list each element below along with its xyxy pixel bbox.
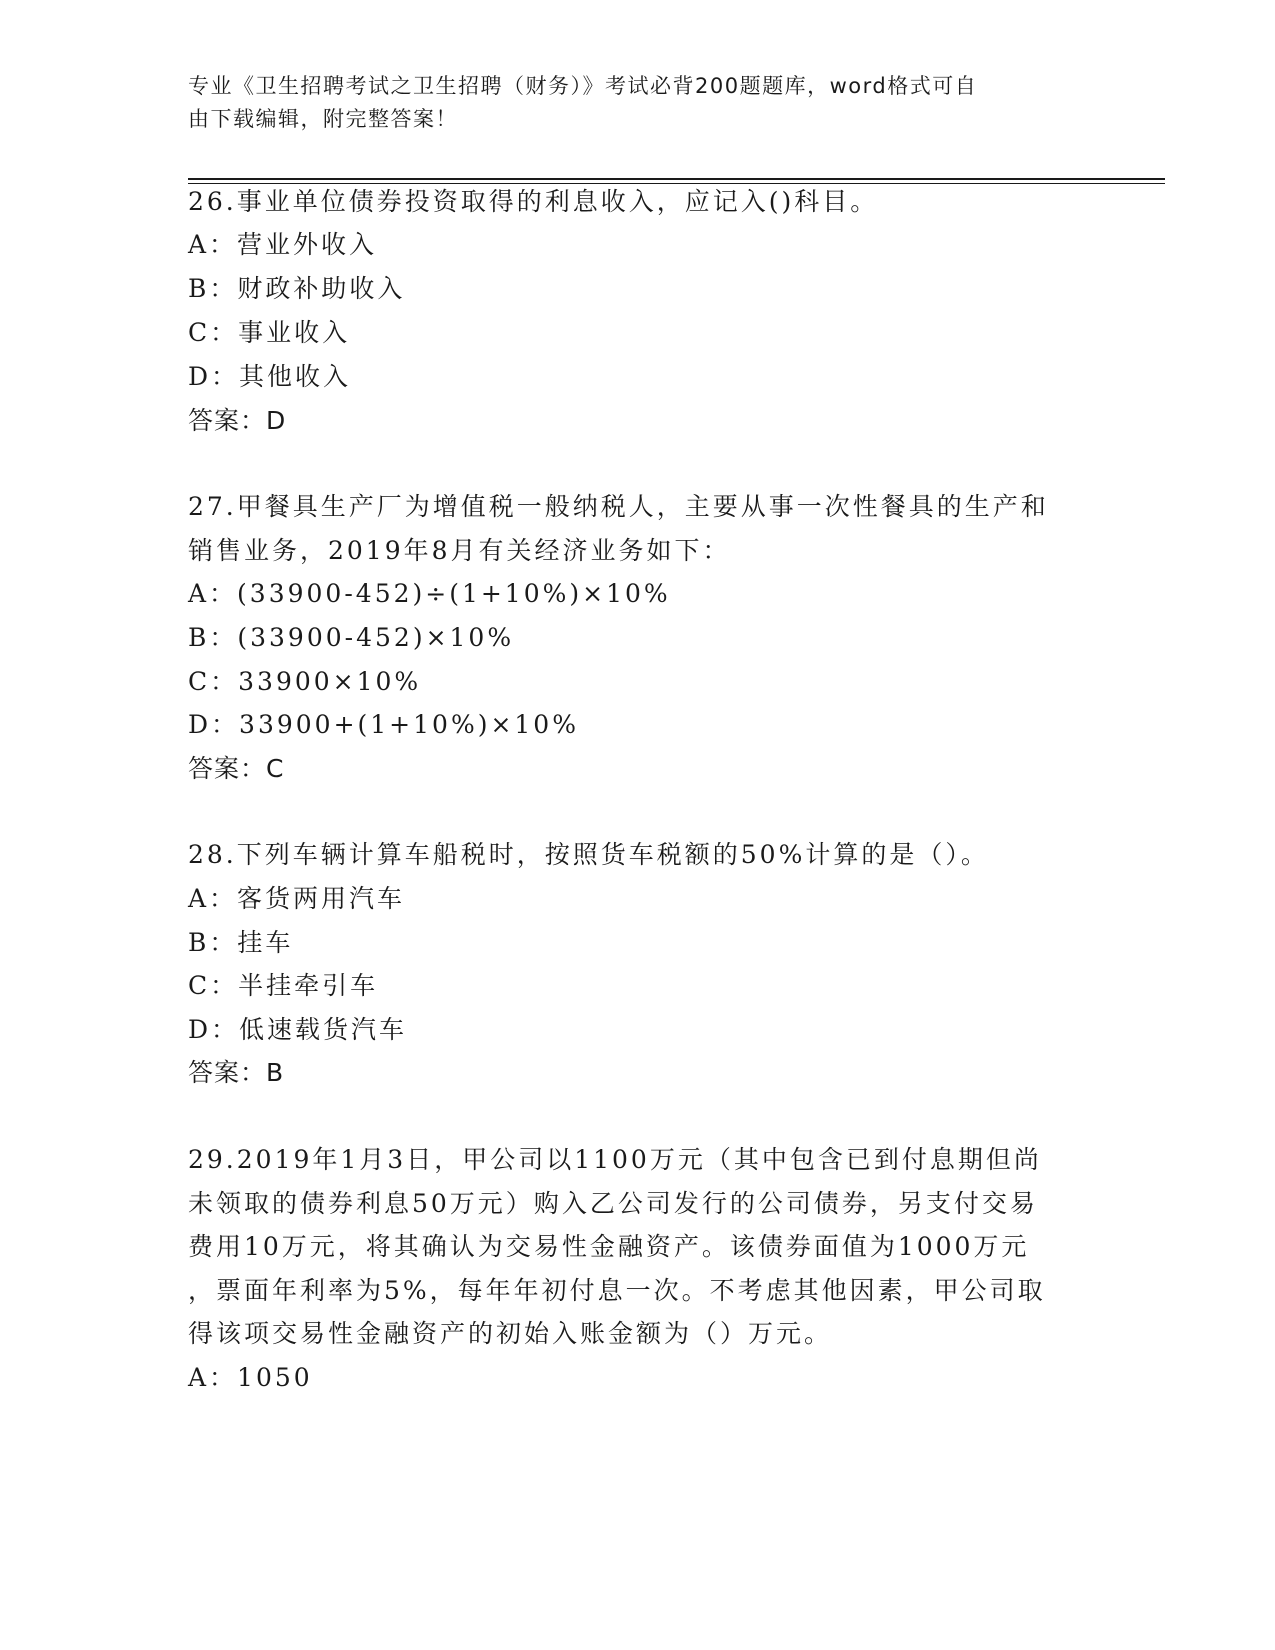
question-29-stem-line-5: 得该项交易性金融资产的初始入账金额为（）万元。 — [188, 1319, 833, 1348]
question-27-stem-line-2: 销售业务，2019年8月有关经济业务如下： — [188, 536, 731, 565]
question-28-option-a: A：客货两用汽车 — [188, 884, 406, 913]
question-27-option-a: A：(33900-452)÷(1+10%)×10% — [188, 579, 671, 608]
header-line-1: 专业《卫生招聘考试之卫生招聘（财务）》考试必背200题题库，word格式可自 — [188, 74, 978, 98]
question-26-option-d: D：其他收入 — [188, 362, 352, 391]
document-header — [188, 70, 1088, 136]
header-divider-thick — [188, 178, 1165, 180]
question-26-option-c: C：事业收入 — [188, 318, 351, 347]
question-26-option-b: B：财政补助收入 — [188, 274, 406, 303]
question-27-option-d: D：33900+(1+10%)×10% — [188, 710, 579, 739]
question-28-option-b: B：挂车 — [188, 928, 294, 957]
question-29-stem-line-1: 29.2019年1月3日，甲公司以1100万元（其中包含已到付息期但尚 — [188, 1145, 1042, 1174]
question-27-stem-line-1: 27.甲餐具生产厂为增值税一般纳税人，主要从事一次性餐具的生产和 — [188, 492, 1049, 521]
question-27-option-c: C：33900×10% — [188, 667, 422, 696]
question-27-answer: 答案：C — [188, 754, 285, 783]
question-28-stem: 28.下列车辆计算车船税时，按照货车税额的50%计算的是（）。 — [188, 840, 989, 869]
question-28-option-d: D：低速载货汽车 — [188, 1015, 408, 1044]
question-26-stem: 26.事业单位债券投资取得的利息收入，应记入()科目。 — [188, 187, 879, 216]
question-27-option-b: B：(33900-452)×10% — [188, 623, 515, 652]
question-28-option-c: C：半挂牵引车 — [188, 971, 379, 1000]
question-29-stem-line-2: 未领取的债券利息50万元）购入乙公司发行的公司债券，另支付交易 — [188, 1189, 1038, 1218]
question-29-stem-line-3: 费用10万元，将其确认为交易性金融资产。该债券面值为1000万元 — [188, 1232, 1030, 1261]
question-29-option-a: A：1050 — [188, 1363, 313, 1392]
question-26-option-a: A：营业外收入 — [188, 230, 378, 259]
header-divider-thin — [188, 183, 1165, 184]
question-28-answer: 答案：B — [188, 1058, 285, 1087]
header-line-2: 由下载编辑，附完整答案！ — [188, 107, 458, 131]
question-29-stem-line-4: ，票面年利率为5%，每年年初付息一次。不考虑其他因素，甲公司取 — [188, 1276, 1046, 1305]
question-26-answer: 答案：D — [188, 406, 287, 435]
